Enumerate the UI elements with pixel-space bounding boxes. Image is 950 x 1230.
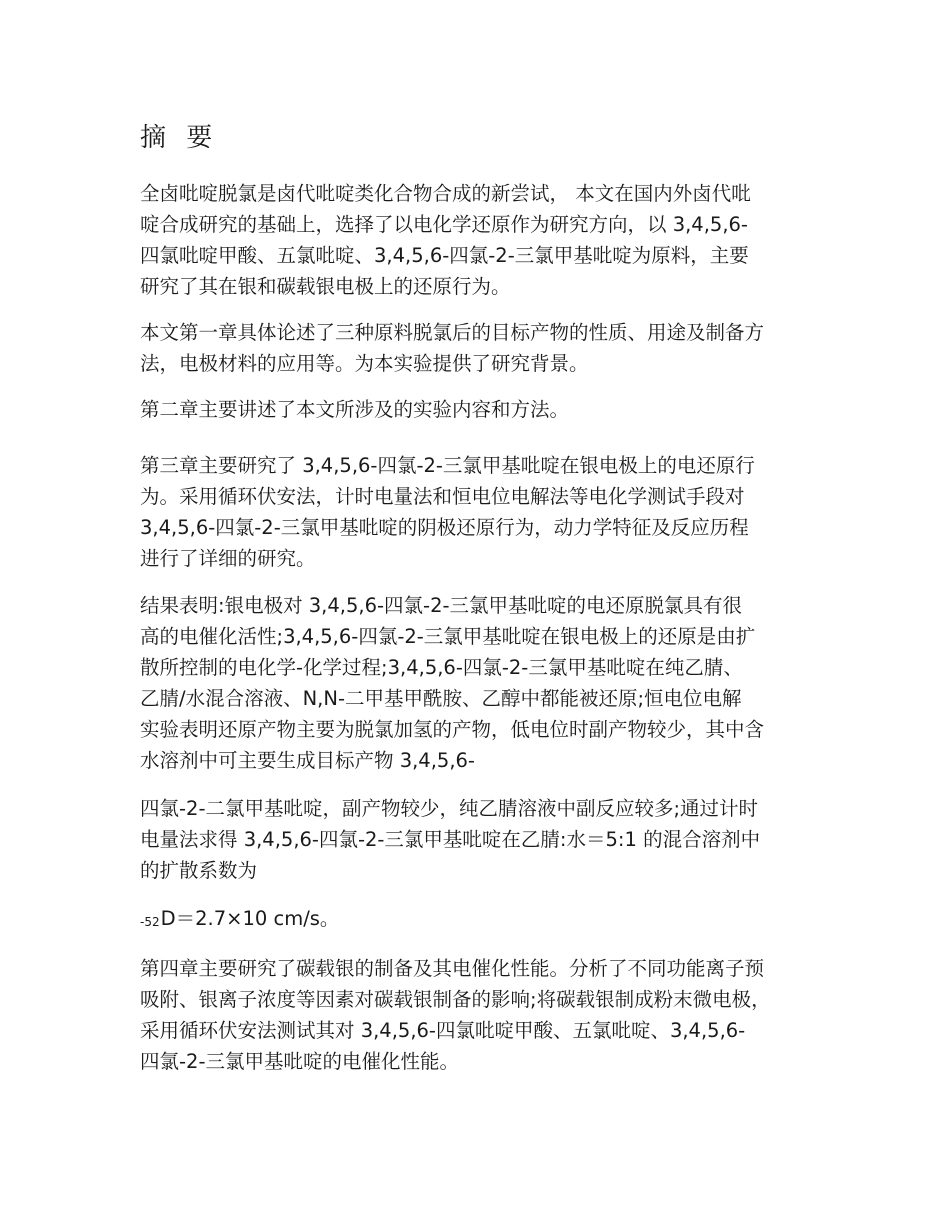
paragraph-line: 电量法求得 3,4,5,6-四氯-2-三氯甲基吡啶在乙腈:水＝5:1 的混合溶剂中 (140, 828, 761, 851)
paragraph-chapter-1 (140, 317, 820, 379)
paragraph-line: 水溶剂中可主要生成目标产物 3,4,5,6- (140, 749, 475, 772)
paragraph-line: 法，电极材料的应用等。为本实验提供了研究背景。 (140, 352, 589, 375)
paragraph-line: 啶合成研究的基础上，选择了以电化学还原作为研究方向，以 3,4,5,6- (140, 213, 748, 236)
diffusion-coefficient-formula (140, 903, 339, 938)
paragraph-line: 高的电催化活性;3,4,5,6-四氯-2-三氯甲基吡啶在银电极上的还原是由扩 (140, 625, 756, 648)
page-title: 摘 要 (140, 123, 219, 153)
formula-superscript: -52 (140, 915, 160, 929)
paragraph-line: 结果表明:银电极对 3,4,5,6-四氯-2-三氯甲基吡啶的电还原脱氯具有很 (140, 594, 743, 617)
paragraph-line: 第四章主要研究了碳载银的制备及其电催化性能。分析了不同功能离子预 (140, 957, 765, 980)
paragraph-line: 第三章主要研究了 3,4,5,6-四氯-2-三氯甲基吡啶在银电极上的电还原行 (140, 454, 755, 477)
paragraph-chapter-4 (140, 953, 820, 1077)
paragraph-line: 四氯-2-三氯甲基吡啶的电催化性能。 (140, 1050, 459, 1073)
paragraph-line: 进行了详细的研究。 (140, 547, 316, 570)
paragraph-line: 实验表明还原产物主要为脱氯加氢的产物，低电位时副产物较少，其中含 (140, 718, 765, 741)
paragraph-line: 为。采用循环伏安法，计时电量法和恒电位电解法等电化学测试手段对 (140, 485, 745, 508)
paragraph-chapter-2 (140, 394, 820, 425)
paragraph-chapter-3 (140, 450, 820, 574)
paragraph-line: 第二章主要讲述了本文所涉及的实验内容和方法。 (140, 398, 570, 421)
paragraph-line: 全卤吡啶脱氯是卤代吡啶类化合物合成的新尝试， 本文在国内外卤代吡 (140, 182, 751, 205)
paragraph-line: 3,4,5,6-四氯-2-三氯甲基吡啶的阴极还原行为，动力学特征及反应历程 (140, 516, 749, 539)
formula-body: D＝2.7×10 cm/s。 (160, 907, 340, 930)
paragraph-line: 散所控制的电化学-化学过程;3,4,5,6-四氯-2-三氯甲基吡啶在纯乙腈、 (140, 656, 743, 679)
paragraph-line: 研究了其在银和碳载银电极上的还原行为。 (140, 275, 511, 298)
paragraph-intro (140, 178, 820, 302)
paragraph-line: 四氯-2-二氯甲基吡啶，副产物较少，纯乙腈溶液中副反应较多;通过计时 (140, 797, 759, 820)
paragraph-line: 的扩散系数为 (140, 859, 258, 882)
paragraph-line: 采用循环伏安法测试其对 3,4,5,6-四氯吡啶甲酸、五氯吡啶、3,4,5,6- (140, 1019, 746, 1042)
paragraph-line: 四氯吡啶甲酸、五氯吡啶、3,4,5,6-四氯-2-三氯甲基吡啶为原料，主要 (140, 244, 749, 267)
paragraph-line: 本文第一章具体论述了三种原料脱氯后的目标产物的性质、用途及制备方 (140, 321, 765, 344)
paragraph-results-continued (140, 793, 820, 886)
paragraph-line: 吸附、银离子浓度等因素对碳载银制备的影响;将碳载银制成粉末微电极， (140, 988, 771, 1011)
paragraph-results (140, 590, 820, 776)
paragraph-line: 乙腈/水混合溶液、N,N-二甲基甲酰胺、乙醇中都能被还原;恒电位电解 (140, 687, 742, 710)
